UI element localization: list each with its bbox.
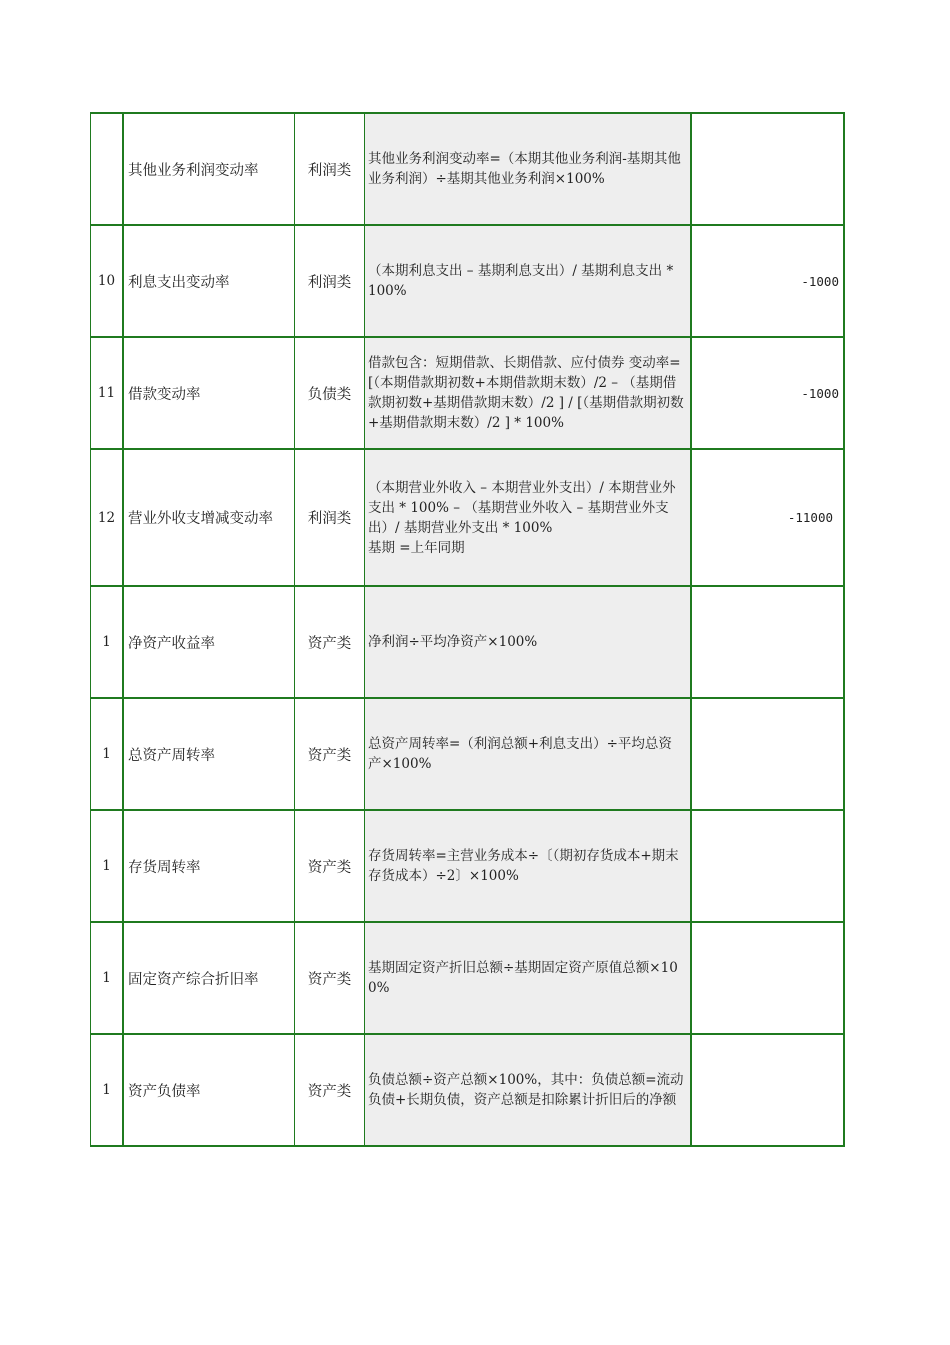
indicator-category: 资产类 [295,698,365,810]
indicator-formula [365,922,692,1034]
indicator-value: -1000 [691,225,844,337]
indicator-value [691,922,844,1034]
indicator-value [691,810,844,922]
row-number: 10 [91,225,124,337]
indicator-formula [365,698,692,810]
indicator-value [691,1034,844,1146]
table-row [91,337,845,449]
indicator-formula [365,225,692,337]
table-row [91,810,845,922]
indicator-name: 利息支出变动率 [123,225,295,337]
indicator-name: 总资产周转率 [123,698,295,810]
row-number: 12 [91,449,124,586]
table-row [91,225,845,337]
table-row [91,449,845,586]
indicator-value [691,698,844,810]
table-row [91,1034,845,1146]
indicator-category: 资产类 [295,586,365,698]
table-row [91,698,845,810]
indicator-name: 存货周转率 [123,810,295,922]
indicator-name: 其他业务利润变动率 [123,113,295,225]
formula-line: （本期利息支出 – 基期利息支出）/ 基期利息支出 * 100% [368,263,674,299]
indicator-formula [365,337,692,449]
indicator-formula [365,586,692,698]
indicator-formula [365,113,692,225]
formula-line: 其他业务利润变动率=（本期其他业务利润-基期其他业务利润）÷基期其他业务利润×100% [368,151,681,187]
row-number: 1 [91,586,124,698]
indicator-category: 负债类 [295,337,365,449]
table-row [91,922,845,1034]
formula-line: 负债总额÷资产总额×100%，其中：负债总额=流动负债+长期负债，资产总额是扣除累计折旧后的净额 [368,1072,684,1108]
indicator-category: 利润类 [295,449,365,586]
formula-line: （本期营业外收入 – 本期营业外支出）/ 本期营业外支出 * 100% – （基期营业外收入 – 基期营业外支出）/ 基期营业外支出 * 100% [368,479,676,536]
row-number: 1 [91,810,124,922]
row-number [91,113,124,225]
formula-line: 基期固定资产折旧总额÷基期固定资产原值总额×100% [368,960,678,996]
indicator-category: 利润类 [295,225,365,337]
indicator-category: 资产类 [295,810,365,922]
indicator-name: 资产负债率 [123,1034,295,1146]
formula-line: 总资产周转率=（利润总额+利息支出）÷平均总资产×100% [368,736,672,772]
indicator-name: 净资产收益率 [123,586,295,698]
row-number: 1 [91,1034,124,1146]
indicator-value: -1000 [691,337,844,449]
formula-line: 基期 =上年同期 [368,539,465,556]
formula-line: 存货周转率=主营业务成本÷〔（期初存货成本+期末存货成本）÷2〕×100% [368,848,679,884]
table-row [91,113,845,225]
formula-line: 借款包含：短期借款、长期借款、应付债券 变动率=[（本期借款期初数+本期借款期末数）/2 – （基期借款期初数+基期借款期末数）/2 ] / [（基期借款期初数+基期借款期末数）/2 ] * 100% [368,355,684,431]
indicator-value [691,586,844,698]
row-number: 1 [91,922,124,1034]
indicator-name: 借款变动率 [123,337,295,449]
indicator-table [90,112,845,1147]
table-row [91,586,845,698]
indicator-formula [365,810,692,922]
row-number: 1 [91,698,124,810]
indicator-value [691,113,844,225]
indicator-value: -11000 [691,449,844,586]
indicator-category: 资产类 [295,922,365,1034]
indicator-name: 固定资产综合折旧率 [123,922,295,1034]
indicator-formula [365,1034,692,1146]
indicator-name: 营业外收支增减变动率 [123,449,295,586]
indicator-category: 利润类 [295,113,365,225]
indicator-formula [365,449,692,586]
indicator-category: 资产类 [295,1034,365,1146]
formula-line: 净利润÷平均净资产×100% [368,634,538,650]
row-number: 11 [91,337,124,449]
